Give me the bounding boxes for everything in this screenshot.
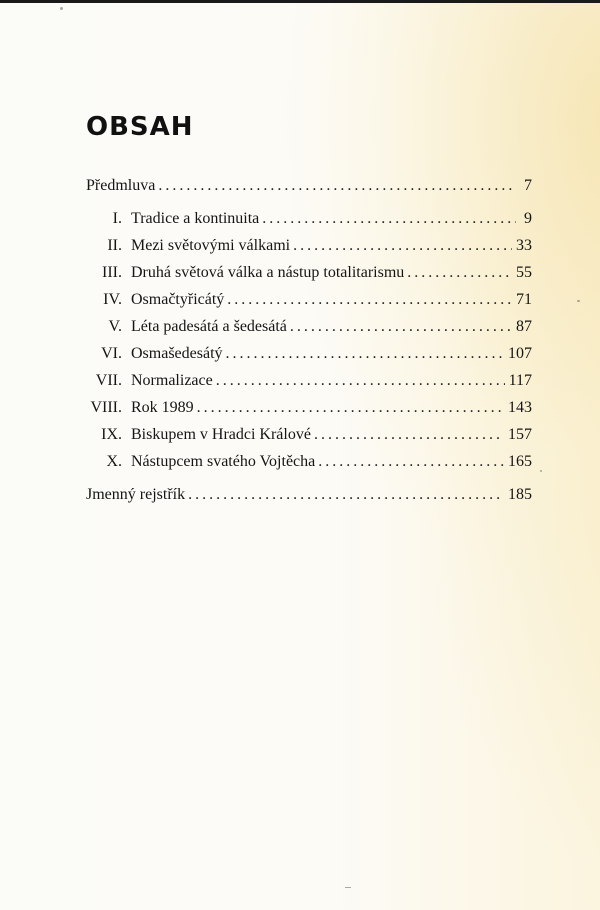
toc-page-number: 55 bbox=[516, 264, 532, 281]
toc-entry-label: Předmluva bbox=[86, 177, 156, 194]
toc-entry-index bbox=[86, 481, 532, 508]
toc-page-number: 33 bbox=[516, 237, 532, 254]
toc-page-number: 87 bbox=[516, 318, 532, 335]
toc-entry-foreword bbox=[86, 172, 532, 199]
toc-page-number: 9 bbox=[524, 210, 532, 227]
toc-page-number: 117 bbox=[508, 372, 532, 389]
table-of-contents bbox=[86, 172, 532, 508]
toc-page-number: 143 bbox=[508, 399, 532, 416]
chapter-number: IX. bbox=[101, 426, 122, 443]
dot-leader bbox=[158, 172, 516, 199]
toc-entry-label: Tradice a kontinuita bbox=[131, 210, 260, 227]
dot-leader bbox=[290, 313, 512, 340]
dot-leader bbox=[407, 259, 512, 286]
toc-entry-chapter-10 bbox=[86, 448, 532, 475]
chapter-number: II. bbox=[107, 237, 122, 254]
dot-leader bbox=[262, 205, 516, 232]
toc-entry-label: Jmenný rejstřík bbox=[86, 486, 186, 503]
toc-entry-chapter-3 bbox=[86, 259, 532, 286]
toc-entry-chapter-1 bbox=[86, 205, 532, 232]
page-title: OBSAH bbox=[86, 112, 194, 142]
toc-entry-label: Rok 1989 bbox=[131, 399, 194, 416]
toc-entry-label: Normalizace bbox=[131, 372, 213, 389]
paper-speck bbox=[540, 470, 542, 472]
toc-page-number: 107 bbox=[508, 345, 532, 362]
toc-entry-label: Osmačtyřicátý bbox=[131, 291, 225, 308]
toc-entry-chapter-9 bbox=[86, 421, 532, 448]
dot-leader bbox=[314, 421, 504, 448]
toc-entry-chapter-6 bbox=[86, 340, 532, 367]
chapter-number: VI. bbox=[101, 345, 122, 362]
page-top-edge bbox=[0, 0, 600, 3]
toc-entry-label: Mezi světovými válkami bbox=[131, 237, 291, 254]
paper-speck bbox=[60, 7, 63, 10]
toc-page-number: 71 bbox=[516, 291, 532, 308]
toc-entry-label: Osmašedesátý bbox=[131, 345, 223, 362]
toc-entry-chapter-7 bbox=[86, 367, 532, 394]
dot-leader bbox=[226, 340, 504, 367]
paper-speck bbox=[577, 300, 580, 302]
toc-page-number: 185 bbox=[508, 486, 532, 503]
chapter-number: I. bbox=[112, 210, 122, 227]
dot-leader bbox=[188, 481, 504, 508]
dot-leader bbox=[318, 448, 504, 475]
chapter-number: X. bbox=[106, 453, 122, 470]
toc-page-number: 165 bbox=[508, 453, 532, 470]
toc-entry-chapter-5 bbox=[86, 313, 532, 340]
toc-entry-label: Druhá světová válka a nástup totalitarismu bbox=[131, 264, 405, 281]
toc-page-number: 7 bbox=[524, 177, 532, 194]
toc-entry-chapter-2 bbox=[86, 232, 532, 259]
toc-page-number: 157 bbox=[508, 426, 532, 443]
chapter-number: VII. bbox=[95, 372, 122, 389]
chapter-number: IV. bbox=[103, 291, 122, 308]
toc-entry-chapter-4 bbox=[86, 286, 532, 313]
toc-entry-label: Léta padesátá a šedesátá bbox=[131, 318, 287, 335]
dot-leader bbox=[227, 286, 512, 313]
toc-entry-label: Nástupcem svatého Vojtěcha bbox=[131, 453, 316, 470]
chapter-number: VIII. bbox=[90, 399, 122, 416]
paper-speck bbox=[345, 887, 351, 888]
chapter-number: V. bbox=[108, 318, 122, 335]
dot-leader bbox=[216, 367, 505, 394]
chapter-number: III. bbox=[102, 264, 122, 281]
toc-entry-label: Biskupem v Hradci Králové bbox=[131, 426, 311, 443]
toc-entry-chapter-8 bbox=[86, 394, 532, 421]
dot-leader bbox=[197, 394, 504, 421]
dot-leader bbox=[293, 232, 512, 259]
